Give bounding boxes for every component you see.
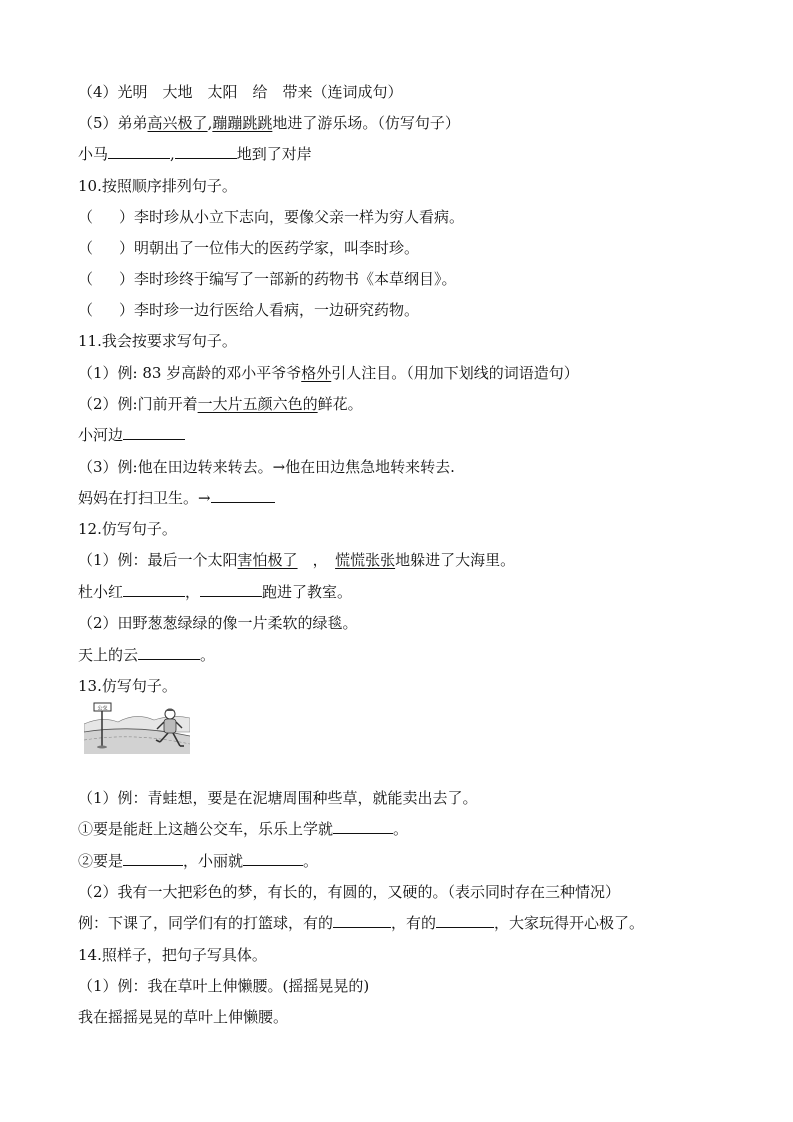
q11-2-answer-line [78,425,185,445]
answer-blank[interactable] [436,913,494,928]
example-prefix: （2）例:门前开着 [78,395,198,413]
sentence-text: 李时珍从小立下志向，要像父亲一样为穷人看病。 [134,208,465,226]
answer-prefix: ②要是 [78,852,124,870]
example-text: （3）例:他在田边转来转去。→他在田边焦急地转来转去. [78,458,455,476]
bus-stop-sign-text: 公交 [97,705,108,712]
paren-close: ） [119,301,135,319]
answer-suffix: 跑进了教室。 [262,583,353,601]
answer-prefix: ①要是能赶上这趟公交车，乐乐上学就 [78,820,334,838]
answer-prefix: 小马 [78,145,109,163]
answer-suffix: 。 [200,646,216,664]
question-title: 11.我会按要求写句子。 [78,332,237,350]
example-prefix: （1）例：最后一个太阳 [78,551,238,569]
paren-close: ） [119,239,135,257]
q14-1-answer-line [78,1007,288,1027]
paren-open: （ [78,208,94,226]
answer-blank[interactable] [333,913,391,928]
q14-1-line [78,976,369,996]
q10-item-2 [78,238,419,258]
sentence-text: 李时珍终于编写了一部新的药物书《本草纲目》。 [134,270,457,288]
answer-blank[interactable] [175,144,237,159]
answer-comma: ， [185,583,201,601]
q9-4-line [78,82,403,102]
q9-5-prefix: （5）弟弟 [78,114,148,132]
q9-5-underlined-1: 高兴极了 [147,114,208,132]
answer-blank[interactable] [123,851,183,866]
q13-1-line [78,788,478,808]
underlined-phrase-2: 慌慌张张 [335,551,396,569]
answer-middle: ，小丽就 [183,852,244,870]
answer-comma: , [170,145,175,163]
q12-2-answer-line [78,645,215,665]
q11-1-line [78,363,579,383]
paren-open: （ [78,301,94,319]
q9-5-comma: , [207,114,213,132]
answer-suffix: ，大家玩得开心极了。 [494,914,645,932]
paren-open: （ [78,239,94,257]
answer-blank[interactable] [123,582,185,597]
q12-1-answer-line [78,582,352,602]
answer-suffix: 地到了对岸 [236,145,312,163]
example-suffix: 地躲进了大海里。 [395,551,516,569]
q9-5-answer-line [78,144,312,164]
answer-blank[interactable] [123,425,185,440]
example-suffix: 鲜花。 [317,395,363,413]
question-title: 13.仿写句子。 [78,677,177,695]
q9-5-underlined-2: 蹦蹦跳跳 [212,114,273,132]
answer-middle: ，有的 [391,914,437,932]
answer-suffix: 。 [393,820,409,838]
answer-prefix: 小河边 [78,426,124,444]
answer-prefix: 杜小红 [78,583,124,601]
q13-heading [78,676,177,696]
underlined-phrase: 一大片五颜六色的 [197,395,318,413]
answer-blank[interactable] [333,819,393,834]
example-text: （1）例：青蛙想，要是在泥塘周围种些草，就能卖出去了。 [78,789,478,807]
answer-blank[interactable] [200,582,262,597]
paren-open: （ [78,270,94,288]
answer-suffix: 。 [303,852,319,870]
q13-2-example-line [78,913,644,933]
sentence-text: 明朝出了一位伟大的医药学家，叫李时珍。 [134,239,420,257]
q11-3-line [78,457,455,477]
example-comma: ， [297,551,336,569]
q13-1a-line [78,819,408,839]
answer-prefix: 例：下课了，同学们有的打篮球，有的 [78,914,334,932]
q9-5-suffix: 地进了游乐场。（仿写句子） [272,114,460,132]
underlined-phrase-1: 害怕极了 [237,551,298,569]
q9-5-line [78,113,460,133]
question-title: 10.按照顺序排列句子。 [78,177,237,195]
q12-heading [78,519,177,539]
q13-1b-line [78,851,318,871]
q14-heading [78,945,267,965]
example-suffix: 引人注目。（用加下划线的词语造句） [331,364,579,382]
example-text: （2）我有一大把彩色的梦，有长的，有圆的，又硬的。（表示同时存在三种情况） [78,883,621,901]
sentence-text: 李时珍一边行医给人看病，一边研究药物。 [134,301,420,319]
q11-3-answer-line [78,488,275,508]
answer-blank[interactable] [243,851,303,866]
q10-item-3 [78,269,457,289]
example-text: （2）田野葱葱绿绿的像一片柔软的绿毯。 [78,614,358,632]
answer-blank[interactable] [138,645,200,660]
q10-heading [78,176,237,196]
answer-prefix: 天上的云 [78,646,139,664]
q11-2-line [78,394,363,414]
example-text: （1）例：我在草叶上伸懒腰。(摇摇晃晃的) [78,977,370,995]
q10-item-4 [78,300,419,320]
q9-4-text: （4）光明 大地 太阳 给 带来（连词成句） [78,83,403,101]
q13-2-line [78,882,620,902]
q10-item-1 [78,207,464,227]
q11-heading [78,331,237,351]
question-title: 12.仿写句子。 [78,520,177,538]
answer-blank[interactable] [108,144,170,159]
example-answer: 我在摇摇晃晃的草叶上伸懒腰。 [78,1008,289,1026]
q12-1-line [78,550,515,570]
question-title: 14.照样子，把句子写具体。 [78,946,267,964]
q12-2-line [78,613,358,633]
underlined-word: 格外 [301,364,332,382]
bus-stop-illustration [84,702,190,754]
example-prefix: （1）例: 83 岁高龄的邓小平爷爷 [78,364,302,382]
paren-close: ） [119,270,135,288]
answer-blank[interactable] [211,488,275,503]
answer-prefix: 妈妈在打扫卫生。→ [78,489,211,507]
paren-close: ） [119,208,135,226]
